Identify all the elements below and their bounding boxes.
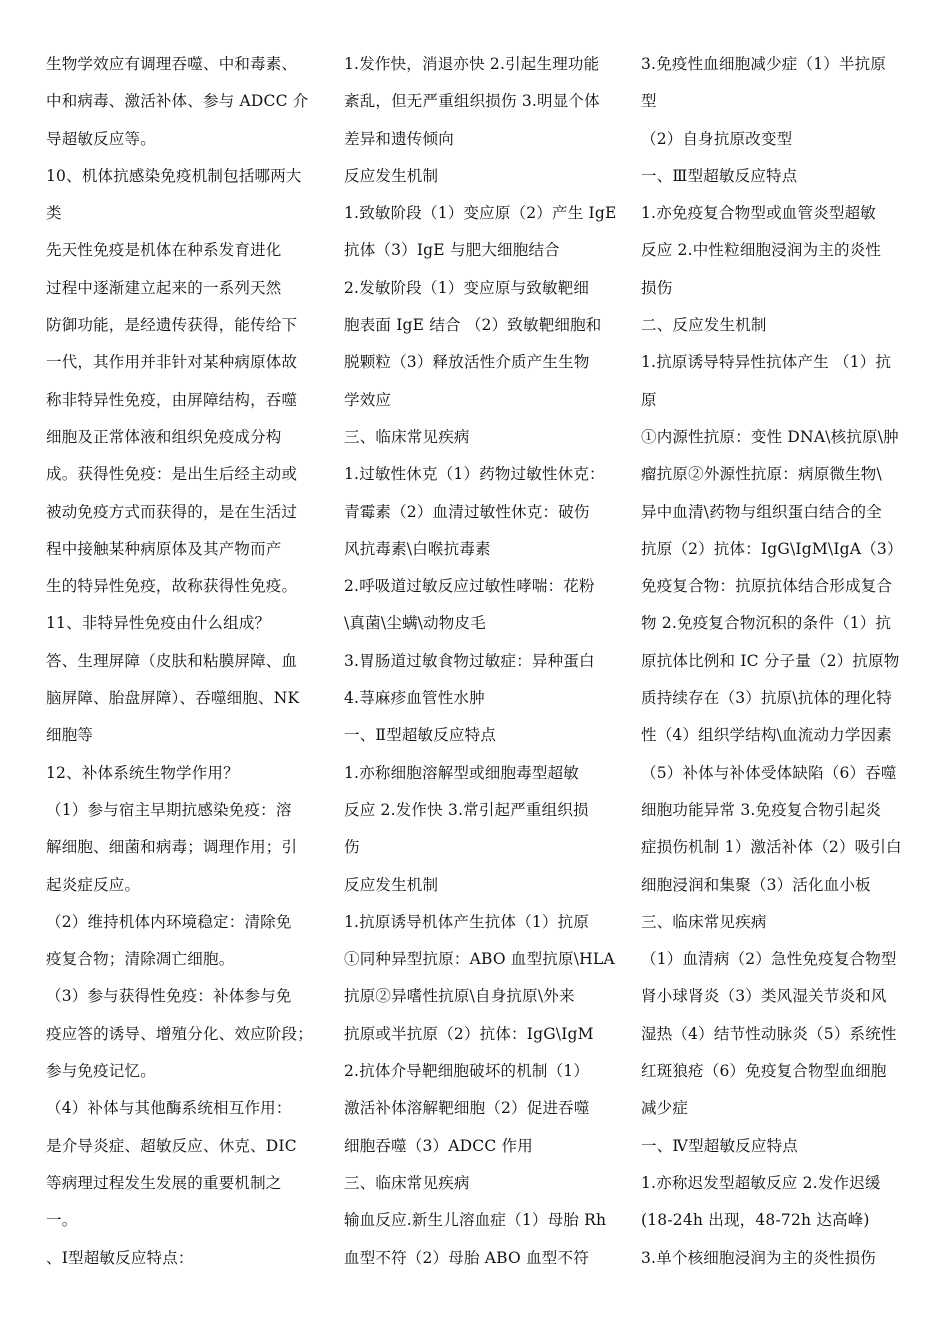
text-line: 一代，其作用并非针对某种病原体故	[46, 353, 298, 372]
text-line: 一、Ⅳ型超敏反应特点	[641, 1136, 798, 1155]
text-line: 三、临床常见疾病	[344, 1173, 470, 1192]
text-line: 异中血清\药物与组织蛋白结合的全	[641, 502, 882, 521]
text-line: 1.抗原诱导机体产生抗体（1）抗原	[344, 912, 590, 931]
text-line: 1.致敏阶段（1）变应原（2）产生 IgE	[344, 204, 617, 223]
text-line: 生物学效应有调理吞噬、中和毒素、	[46, 55, 298, 73]
text-line: 胞表面 IgE 结合 （2）致敏靶细胞和	[344, 316, 602, 335]
text-line: （3）参与获得性免疫：补体参与免	[46, 987, 292, 1006]
text-line: 细胞功能异常 3.免疫复合物引起炎	[641, 800, 882, 819]
text-line: 被动免疫方式而获得的，是在生活过	[46, 502, 298, 521]
text-line: 称非特异性免疫，由屏障结构，吞噬	[46, 390, 298, 409]
text-line: 输血反应.新生儿溶血症（1）母胎 Rh	[344, 1211, 607, 1230]
text-line: 减少症	[641, 1099, 689, 1118]
text-line: 青霉素（2）血清过敏性休克：破伤	[344, 502, 590, 521]
text-line: 抗原或半抗原（2）抗体：IgG\IgM	[344, 1024, 594, 1043]
text-line: 抗体（3）IgE 与肥大细胞结合	[344, 241, 560, 260]
text-line: 成。获得性免疫：是出生后经主动或	[46, 465, 298, 484]
text-line: 先天性免疫是机体在种系发育进化	[46, 241, 282, 260]
text-line: ①同种异型抗原：ABO 血型抗原\HLA	[344, 950, 615, 969]
text-line: 脱颗粒（3）释放活性介质产生生物	[344, 353, 590, 372]
text-line: 反应发生机制	[344, 166, 439, 185]
text-line: 学效应	[344, 390, 392, 409]
text-line: 症损伤机制 1）激活补体（2）吸引白	[641, 838, 902, 857]
text-line: 抗原②异嗜性抗原\自身抗原\外来	[344, 987, 575, 1006]
text-line: 程中接触某种病原体及其产物而产	[46, 539, 282, 558]
text-column-middle	[344, 46, 617, 1277]
text-line: 1.亦免疫复合物型或血管炎型超敏	[641, 204, 876, 223]
text-line: 3.免疫性血细胞减少症（1）半抗原	[641, 55, 887, 73]
text-line: 等病理过程发生发展的重要机制之	[46, 1173, 282, 1192]
text-line: 脑屏障、胎盘屏障）、吞噬细胞、NK	[46, 689, 300, 708]
text-line: 风抗毒素\白喉抗毒素	[344, 539, 491, 558]
text-line: 细胞及正常体液和组织免疫成分构	[46, 427, 282, 446]
text-line: 型	[641, 92, 657, 111]
text-line: （5）补体与补体受体缺陷（6）吞噬	[641, 763, 897, 782]
text-line: 答、生理屏障（皮肤和粘膜屏障、血	[46, 651, 298, 670]
text-line: 伤	[344, 838, 360, 857]
text-line: 原抗体比例和 IC 分子量（2）抗原物	[641, 651, 900, 670]
text-line: 是介导炎症、超敏反应、休克、DIC	[46, 1136, 297, 1155]
text-line: 血型不符（2）母胎 ABO 血型不符	[344, 1248, 589, 1267]
text-line: 3.胃肠道过敏食物过敏症：异种蛋白	[344, 651, 595, 670]
text-line: 抗原（2）抗体：IgG\IgM\IgA（3）	[641, 539, 903, 558]
text-line: (18-24h 出现，48-72h 达高峰)	[641, 1211, 870, 1230]
text-line: \真菌\尘螨\动物皮毛	[344, 614, 486, 633]
text-line: 、Ⅰ型超敏反应特点：	[46, 1248, 194, 1267]
text-line: 免疫复合物：抗原抗体结合形成复合	[641, 577, 893, 596]
text-line: 反应发生机制	[344, 875, 439, 894]
text-line: 中和病毒、激活补体、参与 ADCC 介	[46, 92, 309, 111]
text-line: 解细胞、细菌和病毒；调理作用；引	[46, 838, 298, 857]
text-line: 一、Ⅱ型超敏反应特点	[344, 726, 497, 745]
text-line: 肾小球肾炎（3）类风湿关节炎和风	[641, 987, 887, 1006]
text-line: 防御功能，是经遗传获得，能传给下	[46, 316, 298, 335]
text-line: 类	[46, 204, 62, 223]
text-line: 生的特异性免疫，故称获得性免疫。	[46, 577, 298, 596]
text-line: 一。	[46, 1211, 78, 1230]
text-line: （2）自身抗原改变型	[641, 129, 793, 148]
text-line: ①内源性抗原：变性 DNA\核抗原\肿	[641, 427, 899, 446]
text-line: 三、临床常见疾病	[344, 427, 470, 446]
text-line: （1）血清病（2）急性免疫复合物型	[641, 950, 897, 969]
text-line: 10、机体抗感染免疫机制包括哪两大	[46, 166, 302, 185]
text-line: 2.抗体介导靶细胞破坏的机制（1）	[344, 1062, 590, 1081]
text-column-right	[641, 46, 909, 1277]
text-line: 红斑狼疮（6）免疫复合物型血细胞	[641, 1062, 887, 1081]
text-line: （4）补体与其他酶系统相互作用：	[46, 1099, 292, 1118]
text-line: 差异和遗传倾向	[344, 129, 454, 148]
text-line: 2.发敏阶段（1）变应原与致敏靶细	[344, 278, 590, 297]
text-line: 1.抗原诱导特异性抗体产生 （1）抗	[641, 353, 892, 372]
text-line: 11、非特异性免疫由什么组成？	[46, 614, 271, 633]
text-line: （2）维持机体内环境稳定：清除免	[46, 912, 292, 931]
text-line: 导超敏反应等。	[46, 129, 156, 148]
text-line: 激活补体溶解靶细胞（2）促进吞噬	[344, 1099, 590, 1118]
text-line: 细胞浸润和集聚（3）活化血小板	[641, 875, 871, 894]
text-line: 质持续存在（3）抗原\抗体的理化特	[641, 689, 892, 708]
text-line: 1.发作快，消退亦快 2.引起生理功能	[344, 55, 600, 73]
text-line: 参与免疫记忆。	[46, 1062, 156, 1081]
text-line: 细胞吞噬（3）ADCC 作用	[344, 1136, 533, 1155]
text-line: 起炎症反应。	[46, 875, 141, 894]
text-line: 反应 2.发作快 3.常引起严重组织损	[344, 800, 589, 819]
text-line: 一、Ⅲ型超敏反应特点	[641, 166, 798, 185]
text-line: 物 2.免疫复合物沉积的条件（1）抗	[641, 614, 892, 633]
text-line: 紊乱，但无严重组织损伤 3.明显个体	[344, 92, 600, 111]
text-line: 疫复合物；清除凋亡细胞。	[46, 950, 235, 969]
text-line: 过程中逐渐建立起来的一系列天然	[46, 278, 282, 297]
text-line: 湿热（4）结节性动脉炎（5）系统性	[641, 1024, 897, 1043]
text-line: 反应 2.中性粒细胞浸润为主的炎性	[641, 241, 882, 260]
text-line: 细胞等	[46, 726, 94, 745]
text-line: 1.亦称迟发型超敏反应 2.发作迟缓	[641, 1173, 881, 1192]
text-line: 4.荨麻疹血管性水肿	[344, 689, 485, 708]
text-line: 疫应答的诱导、增殖分化、效应阶段；	[46, 1024, 313, 1043]
text-line: 性（4）组织学结构\血流动力学因素	[641, 726, 892, 745]
text-line: 三、临床常见疾病	[641, 912, 767, 931]
text-line: （1）参与宿主早期抗感染免疫：溶	[46, 800, 292, 819]
text-line: 损伤	[641, 278, 673, 297]
text-column-left	[46, 46, 314, 1277]
text-line: 1.亦称细胞溶解型或细胞毒型超敏	[344, 763, 579, 782]
text-line: 2.呼吸道过敏反应过敏性哮喘：花粉	[344, 577, 595, 596]
text-line: 1.过敏性休克（1）药物过敏性休克：	[344, 465, 605, 484]
text-line: 12、补体系统生物学作用？	[46, 763, 239, 782]
text-line: 原	[641, 390, 657, 409]
text-line: 3.单个核细胞浸润为主的炎性损伤	[641, 1248, 876, 1267]
text-line: 二、反应发生机制	[641, 316, 767, 335]
text-line: 瘤抗原②外源性抗原：病原微生物\	[641, 465, 882, 484]
